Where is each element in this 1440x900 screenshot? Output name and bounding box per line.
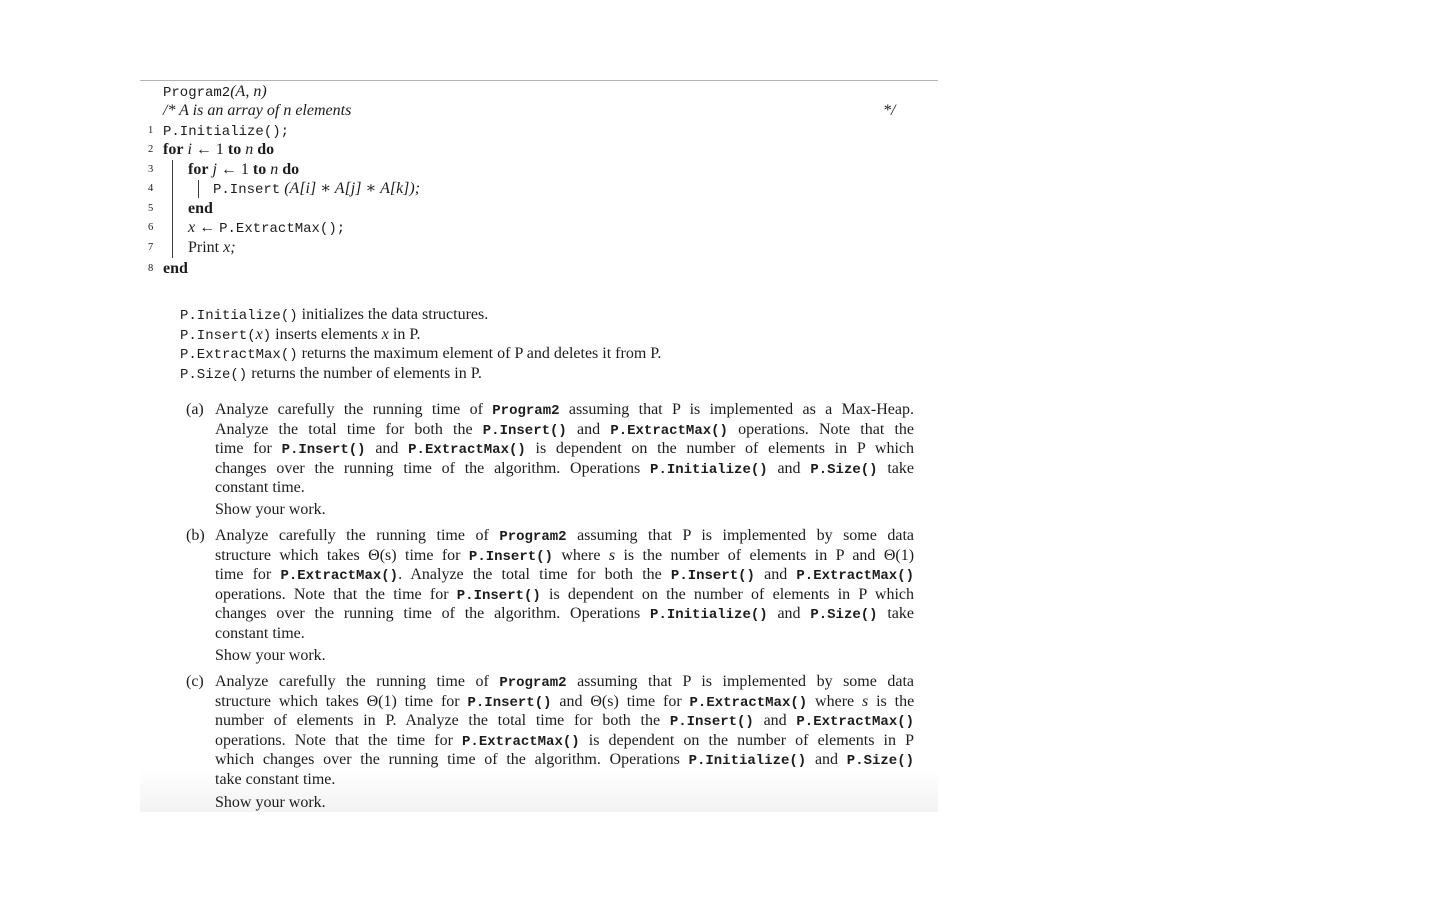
question-b: Analyze carefully the running time of Program2 assuming that P is implemented by some data structure which takes Θ(s) time for P.Insert() where s is the number of elements in P and Θ(1) time for P.ExtractMax(). Analyze the total time for both the P.Insert() and P.ExtractMax() operations. Note that the time for P.Insert() is dependent on the number of elements in P which changes over the running time of the algorithm. Operations P.Initialize() and P.Size() take constant time. Show your work.: [215, 527, 915, 664]
show-work: Show your work.: [215, 646, 326, 664]
algo-line-5: end: [188, 200, 213, 217]
textbook-excerpt: [140, 80, 938, 812]
definition-line: P.Size() returns the number of elements in P.: [180, 365, 482, 383]
question-c-label: (c): [186, 673, 204, 690]
line-number: 2: [148, 144, 154, 155]
question-a-label: (a): [186, 401, 204, 418]
outer-loop-bar: [172, 160, 173, 258]
algo-line-6: x ← P.ExtractMax();: [188, 219, 346, 237]
line-number: 4: [148, 183, 154, 194]
line-number: 1: [148, 125, 154, 136]
question-b-label: (b): [186, 527, 205, 544]
algo-line-2: for i ← 1 to n do: [163, 141, 275, 158]
algo-line-1: P.Initialize();: [163, 124, 290, 140]
line-number: 8: [148, 263, 154, 274]
definition-line: P.Insert(x) inserts elements x in P.: [180, 326, 421, 344]
show-work: Show your work.: [215, 500, 326, 518]
top-rule: [140, 80, 938, 81]
algo-line-4: P.Insert (A[i] ∗ A[j] ∗ A[k]);: [213, 180, 421, 198]
inner-loop-bar: [198, 180, 199, 198]
algo-line-8: end: [163, 260, 188, 277]
algo-line-3: for j ← 1 to n do: [188, 161, 300, 178]
algorithm-comment-end: */: [883, 102, 896, 119]
question-c: Analyze carefully the running time of Program2 assuming that P is implemented by some data structure which takes Θ(1) time for P.Insert() and Θ(s) time for P.ExtractMax() where s is the number of elements in P. Analyze the total time for both the P.Insert() and P.ExtractMax() operations. Note that the time for P.ExtractMax() is dependent on the number of elements in P which changes over the running time of the algorithm. Operations P.Initialize() and P.Size() take constant time. Show your work.: [215, 673, 915, 811]
line-number: 6: [148, 222, 154, 233]
question-a: Analyze carefully the running time of Program2 assuming that P is implemented as a Max-Heap. Analyze the total time for both the P.Insert() and P.ExtractMax() operations. Note that the time for P.Insert() and P.ExtractMax() is dependent on the number of elements in P which changes over the running time of the algorithm. Operations P.Initialize() and P.Size() take constant time. Show your work.: [215, 401, 915, 518]
algorithm-comment: /* A is an array of n elements: [163, 102, 352, 119]
algo-line-7: Print x;: [188, 239, 236, 256]
definition-line: P.ExtractMax() returns the maximum element of P and deletes it from P.: [180, 345, 662, 363]
line-number: 5: [148, 203, 154, 214]
line-number: 7: [148, 242, 154, 253]
line-number: 3: [148, 164, 154, 175]
definition-line: P.Initialize() initializes the data structures.: [180, 306, 489, 324]
show-work: Show your work.: [215, 793, 326, 811]
algorithm-header: Program2(A, n): [163, 83, 267, 101]
